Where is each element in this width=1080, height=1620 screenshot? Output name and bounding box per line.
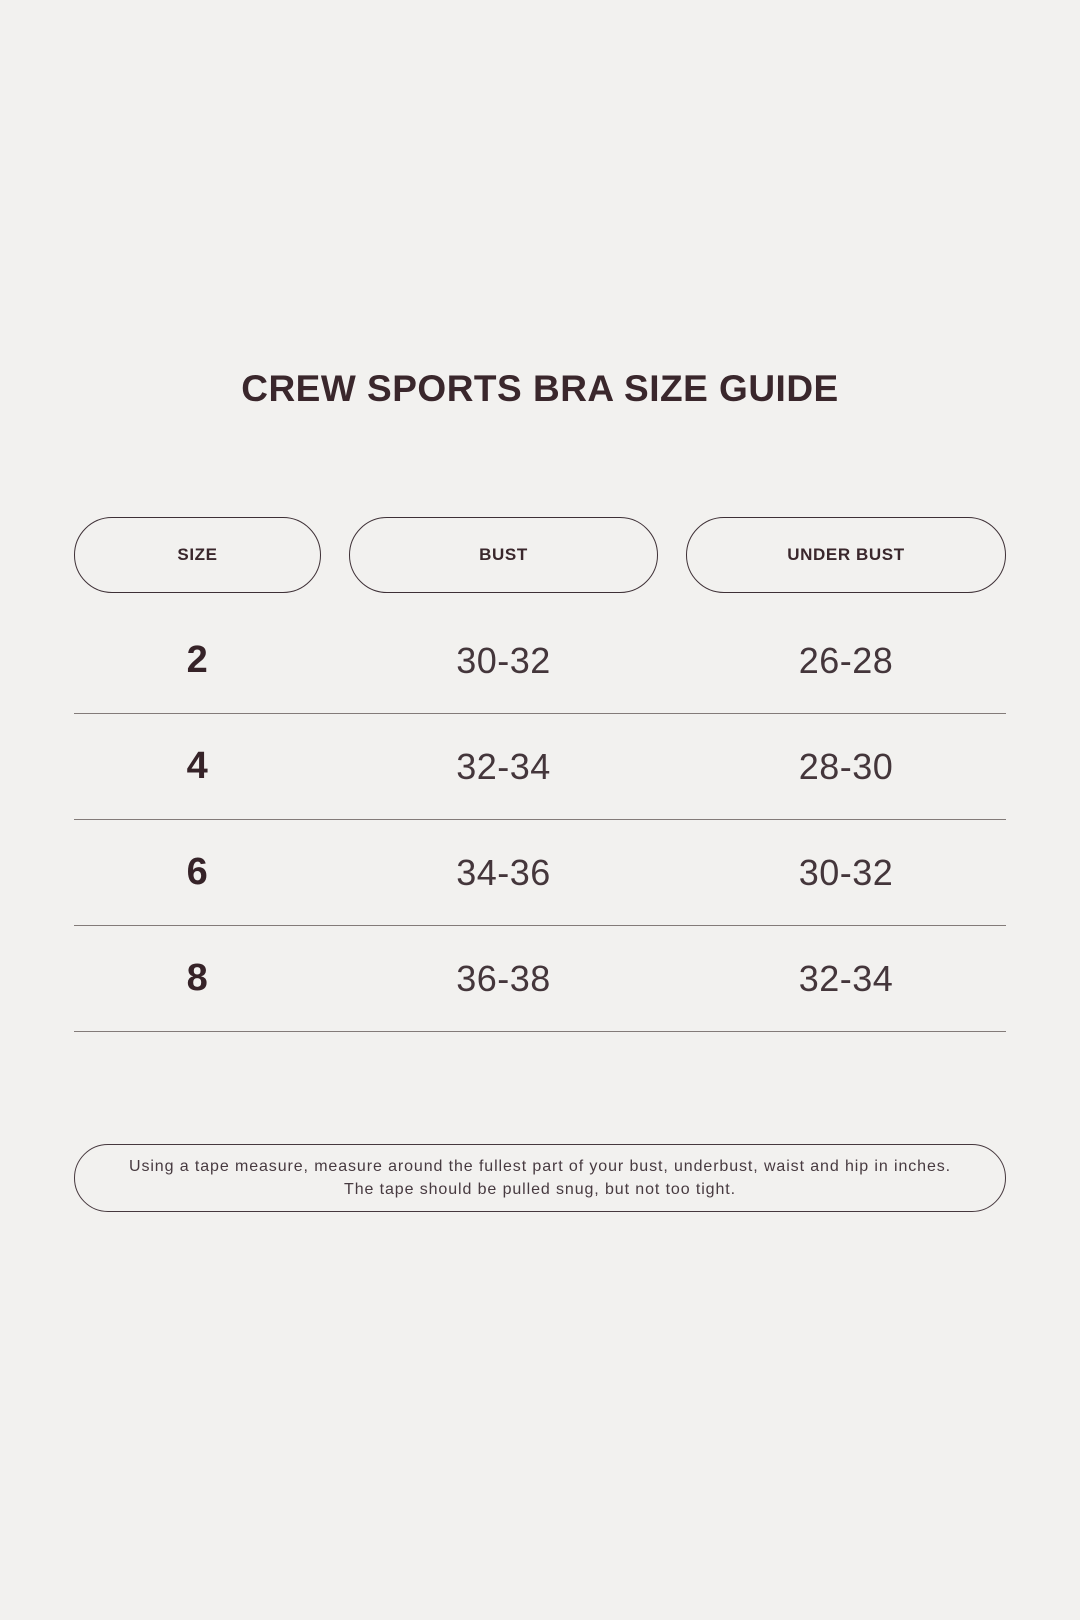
- measurement-note-line-2: The tape should be pulled snug, but not too tight.: [344, 1181, 736, 1198]
- under-bust-cell: 32-34: [798, 957, 894, 999]
- size-guide-content: [74, 517, 1006, 1212]
- size-column-header-pill: SIZE: [74, 517, 321, 593]
- table-row: [74, 608, 1006, 714]
- size-cell: 2: [186, 639, 209, 681]
- table-header-row: [74, 517, 1006, 593]
- table-row: [74, 714, 1006, 820]
- under-bust-cell: 26-28: [798, 639, 894, 681]
- bust-cell: 30-32: [456, 639, 551, 681]
- under-bust-cell: 30-32: [798, 851, 894, 893]
- bust-cell: 36-38: [456, 957, 551, 999]
- measurement-note-pill: [74, 1144, 1006, 1212]
- under-bust-cell: 28-30: [798, 745, 894, 787]
- page-title: CREW SPORTS BRA SIZE GUIDE: [241, 368, 839, 409]
- size-cell: 6: [186, 851, 209, 893]
- bust-cell: 32-34: [456, 745, 551, 787]
- size-cell: 8: [186, 957, 209, 999]
- measurement-note-line-1: Using a tape measure, measure around the fullest part of your bust, underbust, waist and hip in inches.: [128, 1158, 951, 1175]
- size-table-body: [74, 608, 1006, 1032]
- table-row: [74, 926, 1006, 1032]
- bust-cell: 34-36: [456, 851, 551, 893]
- under-bust-column-header-pill: UNDER BUST: [686, 517, 1006, 593]
- table-row: [74, 820, 1006, 926]
- size-cell: 4: [186, 745, 209, 787]
- bust-column-header-pill: BUST: [349, 517, 658, 593]
